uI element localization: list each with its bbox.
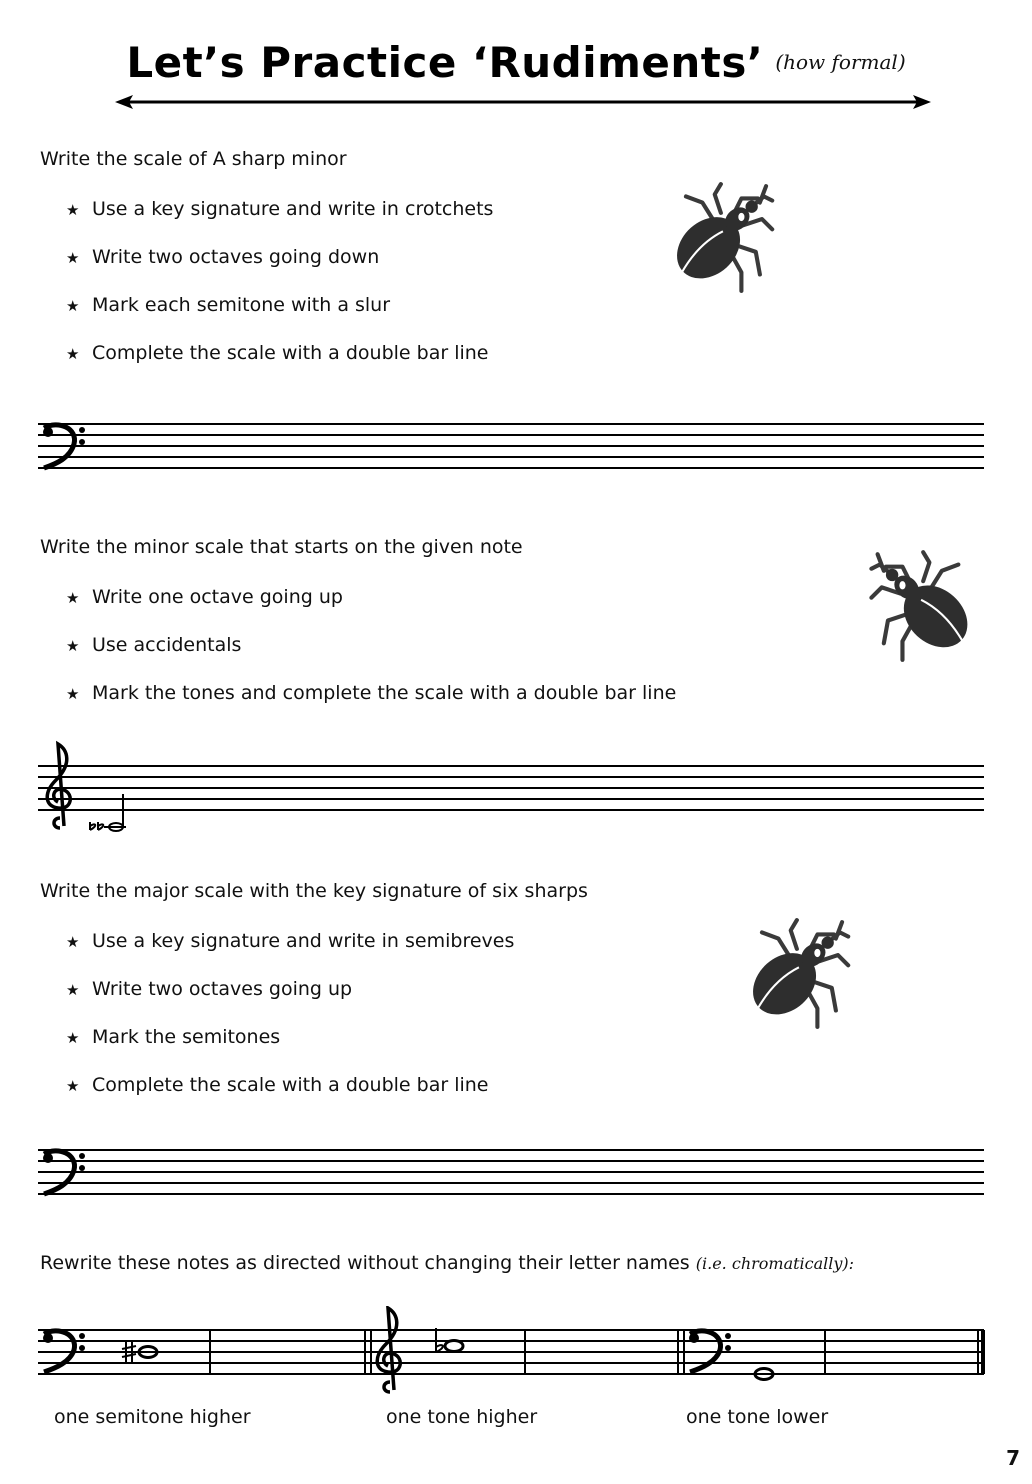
treble-clef-icon (377, 1308, 400, 1392)
star-bullet-icon: ★ (66, 345, 80, 363)
staff-1[interactable] (38, 418, 988, 474)
star-bullet-icon: ★ (66, 589, 80, 607)
page-number: 7 (1006, 1446, 1020, 1470)
list-item: ★ Write two octaves going down (66, 246, 380, 268)
title-double-arrow-icon (115, 92, 931, 112)
treble-clef-icon (47, 744, 70, 828)
rewrite-heading: Rewrite these notes as directed without changing their letter names (i.e. chromatically): (40, 1252, 855, 1274)
star-bullet-icon: ★ (66, 1077, 80, 1095)
section-3-bullets (66, 930, 514, 1122)
list-item: ★ Use accidentals (66, 634, 242, 656)
beetle-icon (742, 916, 862, 1031)
star-bullet-icon: ★ (66, 637, 80, 655)
rewrite-staff[interactable] (38, 1306, 988, 1398)
section-1-heading: Write the scale of A sharp minor (40, 148, 347, 170)
beetle-icon (856, 548, 980, 664)
list-item: ★ Use a key signature and write in semibreves (66, 930, 515, 952)
list-item: ★ Mark each semitone with a slur (66, 294, 391, 316)
page-title-block (0, 38, 1032, 87)
beetle-icon (666, 180, 786, 295)
section-2-bullets (66, 586, 676, 730)
list-item: ★ Mark the tones and complete the scale with a double bar line (66, 682, 677, 704)
list-item: ★ Complete the scale with a double bar line (66, 1074, 489, 1096)
list-item: ★ Use a key signature and write in crotchets (66, 198, 494, 220)
star-bullet-icon: ★ (66, 1029, 80, 1047)
star-bullet-icon: ★ (66, 685, 80, 703)
page-title: Let’s Practice ‘Rudiments’ (126, 38, 764, 87)
rewrite-label-3: one tone lower (686, 1406, 829, 1428)
star-bullet-icon: ★ (66, 201, 80, 219)
list-item: ★ Complete the scale with a double bar line (66, 342, 489, 364)
section-1-bullets (66, 198, 493, 390)
rewrite-label-1: one semitone higher (54, 1406, 251, 1428)
star-bullet-icon: ★ (66, 981, 80, 999)
star-bullet-icon: ★ (66, 297, 80, 315)
list-item: ★ Write two octaves going up (66, 978, 353, 1000)
star-bullet-icon: ★ (66, 249, 80, 267)
rewrite-label-2: one tone higher (386, 1406, 538, 1428)
section-2-heading: Write the minor scale that starts on the given note (40, 536, 523, 558)
list-item: ★ Write one octave going up (66, 586, 343, 608)
title-note: (how formal) (775, 50, 906, 74)
star-bullet-icon: ★ (66, 933, 80, 951)
staff-2[interactable] (38, 740, 988, 832)
list-item: ★ Mark the semitones (66, 1026, 281, 1048)
section-3-heading: Write the major scale with the key signature of six sharps (40, 880, 588, 902)
staff-3[interactable] (38, 1144, 988, 1200)
